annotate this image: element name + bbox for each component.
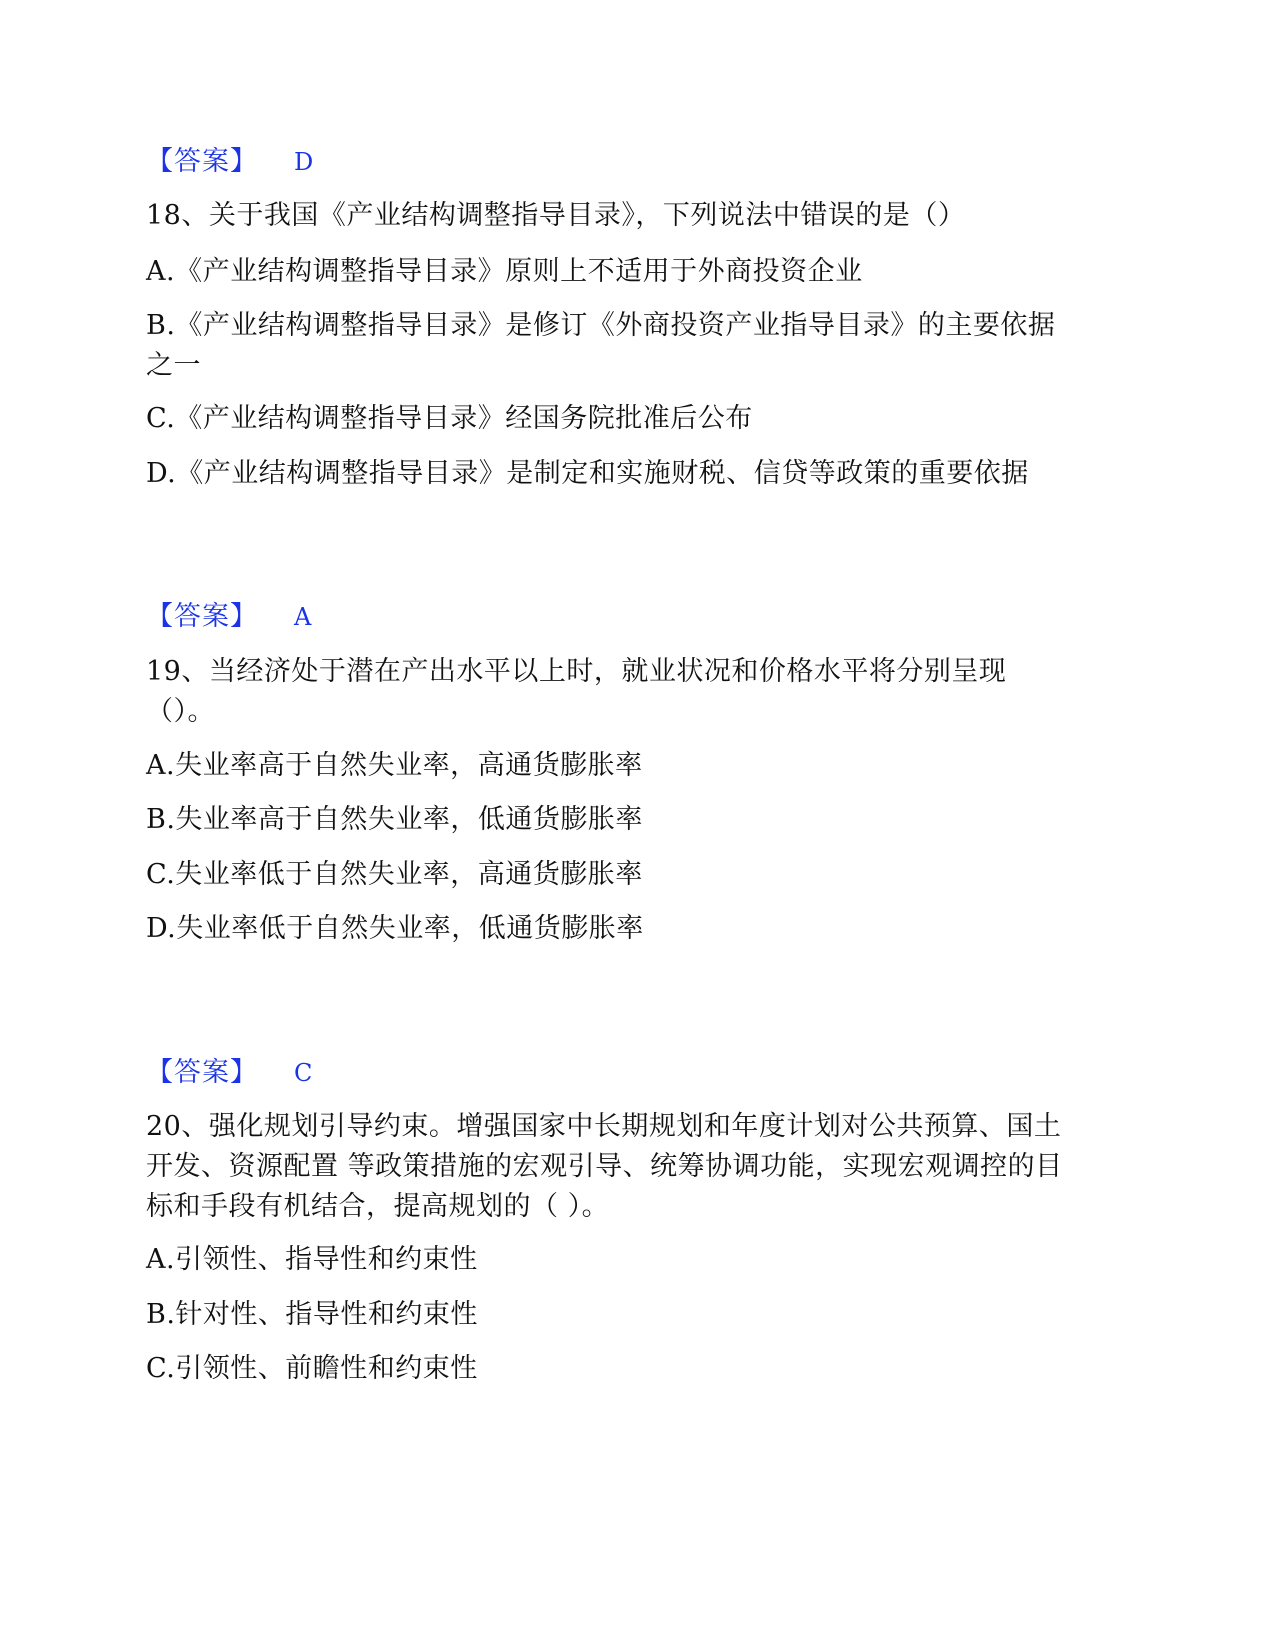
q18-option-c: C.《产业结构调整指导目录》经国务院批准后公布 [146,403,753,434]
answer-tag: 【答案】 [146,601,258,632]
answer-q19 [146,1056,313,1090]
answer-tag: 【答案】 [146,146,258,177]
answer-value: A [294,603,312,631]
q20-option-c: C.引领性、前瞻性和约束性 [146,1353,478,1384]
q18-option-d: D.《产业结构调整指导目录》是制定和实施财税、信贷等政策的重要依据 [146,458,1029,489]
q20-option-b: B.针对性、指导性和约束性 [146,1299,478,1330]
question-18: 18、关于我国《产业结构调整指导目录》，下列说法中错误的是（） [146,200,966,231]
answer-q17 [146,145,314,179]
q19-option-c: C.失业率低于自然失业率，高通货膨胀率 [146,859,643,890]
q19-option-d: D.失业率低于自然失业率，低通货膨胀率 [146,913,644,944]
answer-value: D [294,148,314,176]
q19-option-a: A.失业率高于自然失业率，高通货膨胀率 [146,750,643,781]
answer-tag: 【答案】 [146,1057,258,1088]
question-20: 20、强化规划引导约束。增强国家中长期规划和年度计划对公共预算、国土开发、资源配置 等政策措施的宏观引导、统筹协调功能，实现宏观调控的目标和手段有机结合，提高规划的（ ）。 [146,1111,1063,1222]
q19-option-b: B.失业率高于自然失业率，低通货膨胀率 [146,804,643,835]
q18-option-b: B.《产业结构调整指导目录》是修订《外商投资产业指导目录》的主要依据之一 [146,310,1056,381]
answer-q18 [146,600,312,634]
answer-value: C [294,1059,313,1087]
question-19: 19、当经济处于潜在产出水平以上时，就业状况和价格水平将分别呈现（）。 [146,656,1007,727]
q18-option-a: A.《产业结构调整指导目录》原则上不适用于外商投资企业 [146,256,863,287]
q20-option-a: A.引领性、指导性和约束性 [146,1244,478,1275]
